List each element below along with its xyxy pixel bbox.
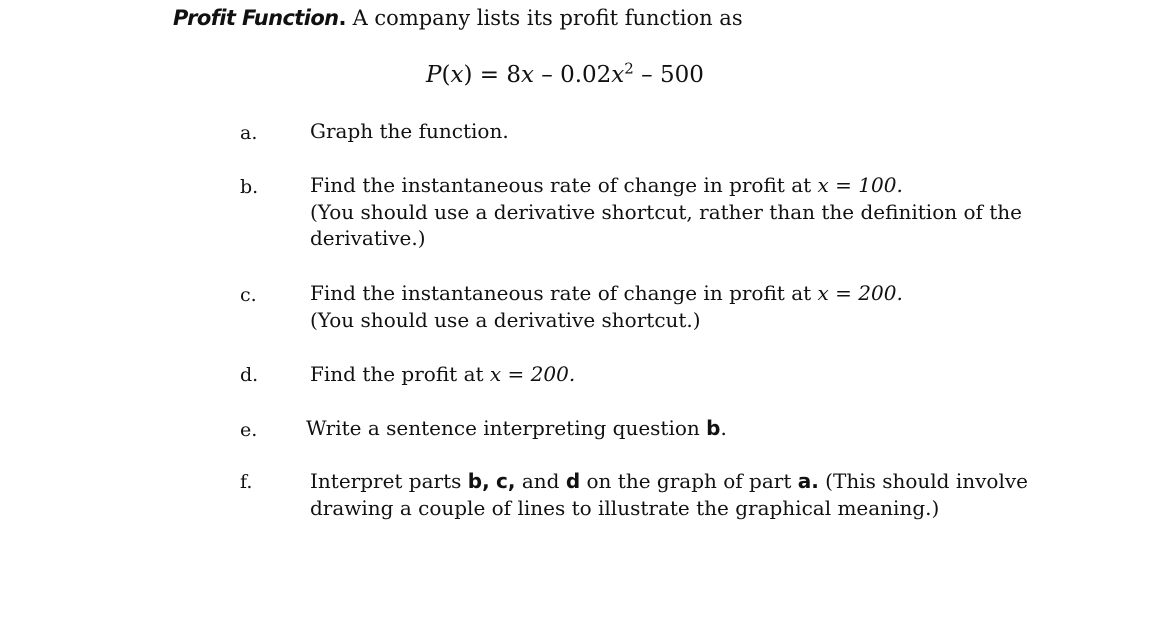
item-f-letter: f. <box>240 471 253 493</box>
item-a-letter: a. <box>240 122 258 144</box>
profit-equation: $P(x) = 8x - 0.02x^2 - 500$ <box>426 59 704 88</box>
item-e-letter: e. <box>240 419 258 441</box>
problem-heading: Profit Function. <box>173 6 346 30</box>
item-a-text: Graph the function. <box>310 119 509 143</box>
item-d-text: Find the profit at x = 200. <box>310 362 576 386</box>
problem-intro <box>173 4 743 32</box>
item-b-letter: b. <box>240 176 259 198</box>
item-d-letter: d. <box>240 364 259 386</box>
item-f-text: Interpret parts b, c, and d on the graph of part a. (This should involve drawing a couple of lines to illustrate the graphical meaning.) <box>310 469 1028 520</box>
problem-intro-text: A company lists its profit function as <box>345 6 743 30</box>
item-c-text: Find the instantaneous rate of change in profit at x = 200. (You should use a derivative shortcut.) <box>310 281 903 332</box>
item-e-text: Write a sentence interpreting question b. <box>306 416 727 440</box>
item-b-text: Find the instantaneous rate of change in profit at x = 100. (You should use a derivative shortcut, rather than the definition of the derivative.) <box>310 173 1023 250</box>
item-c-letter: c. <box>240 284 257 306</box>
